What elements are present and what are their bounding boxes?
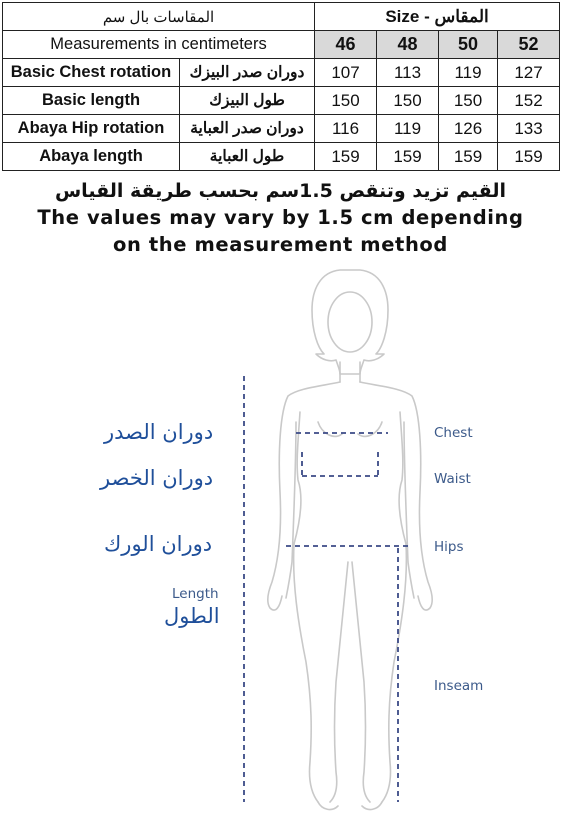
table-cell: 127 bbox=[498, 59, 560, 87]
table-cell: 159 bbox=[498, 143, 560, 171]
table-cell: 150 bbox=[315, 87, 377, 115]
label-length-ar: الطول bbox=[164, 604, 220, 628]
table-row bbox=[3, 59, 560, 87]
size-52: 52 bbox=[498, 31, 560, 59]
table-cell: 150 bbox=[377, 87, 439, 115]
row-name-en: Abaya length bbox=[3, 143, 180, 171]
table-cell: 119 bbox=[439, 59, 498, 87]
table-cell: 116 bbox=[315, 115, 377, 143]
label-chest-en: Chest bbox=[434, 425, 473, 441]
table-row bbox=[3, 143, 560, 171]
row-name-en: Abaya Hip rotation bbox=[3, 115, 180, 143]
size-46: 46 bbox=[315, 31, 377, 59]
table-sizes-row bbox=[3, 31, 560, 59]
table-cell: 159 bbox=[315, 143, 377, 171]
label-chest-ar: دوران الصدر bbox=[104, 420, 214, 444]
size-table bbox=[2, 2, 560, 171]
measurement-figure bbox=[0, 262, 561, 824]
table-header-row bbox=[3, 3, 560, 31]
table-cell: 159 bbox=[439, 143, 498, 171]
table-row bbox=[3, 87, 560, 115]
label-hips-en: Hips bbox=[434, 539, 464, 555]
row-name-ar: دوران صدر العباية bbox=[180, 115, 315, 143]
row-name-ar: دوران صدر البيزك bbox=[180, 59, 315, 87]
row-name-en: Basic Chest rotation bbox=[3, 59, 180, 87]
size-50: 50 bbox=[439, 31, 498, 59]
table-row bbox=[3, 115, 560, 143]
label-inseam-en: Inseam bbox=[434, 678, 484, 694]
label-waist-en: Waist bbox=[434, 471, 471, 487]
label-length-en: Length bbox=[172, 586, 219, 602]
row-name-ar: طول العباية bbox=[180, 143, 315, 171]
table-cell: 113 bbox=[377, 59, 439, 87]
table-cell: 107 bbox=[315, 59, 377, 87]
row-name-en: Basic length bbox=[3, 87, 180, 115]
size-title: Size - المقاس bbox=[315, 3, 560, 31]
table-cell: 133 bbox=[498, 115, 560, 143]
label-hips-ar: دوران الورك bbox=[104, 532, 213, 556]
header-arabic: المقاسات بال سم bbox=[3, 3, 315, 31]
table-cell: 126 bbox=[439, 115, 498, 143]
table-cell: 119 bbox=[377, 115, 439, 143]
label-waist-ar: دوران الخصر bbox=[100, 466, 214, 490]
table-cell: 150 bbox=[439, 87, 498, 115]
note-english-line1: The values may vary by 1.5 cm depending bbox=[37, 206, 524, 229]
table-cell: 152 bbox=[498, 87, 560, 115]
row-name-ar: طول البيزك bbox=[180, 87, 315, 115]
note-english-line2: on the measurement method bbox=[113, 233, 448, 256]
header-english: Measurements in centimeters bbox=[3, 31, 315, 59]
size-48: 48 bbox=[377, 31, 439, 59]
body-silhouette-illustration bbox=[0, 262, 561, 824]
note-arabic: القيم تزيد وتنقص 1.5سم بحسب طريقة القياس bbox=[54, 180, 507, 202]
table-cell: 159 bbox=[377, 143, 439, 171]
